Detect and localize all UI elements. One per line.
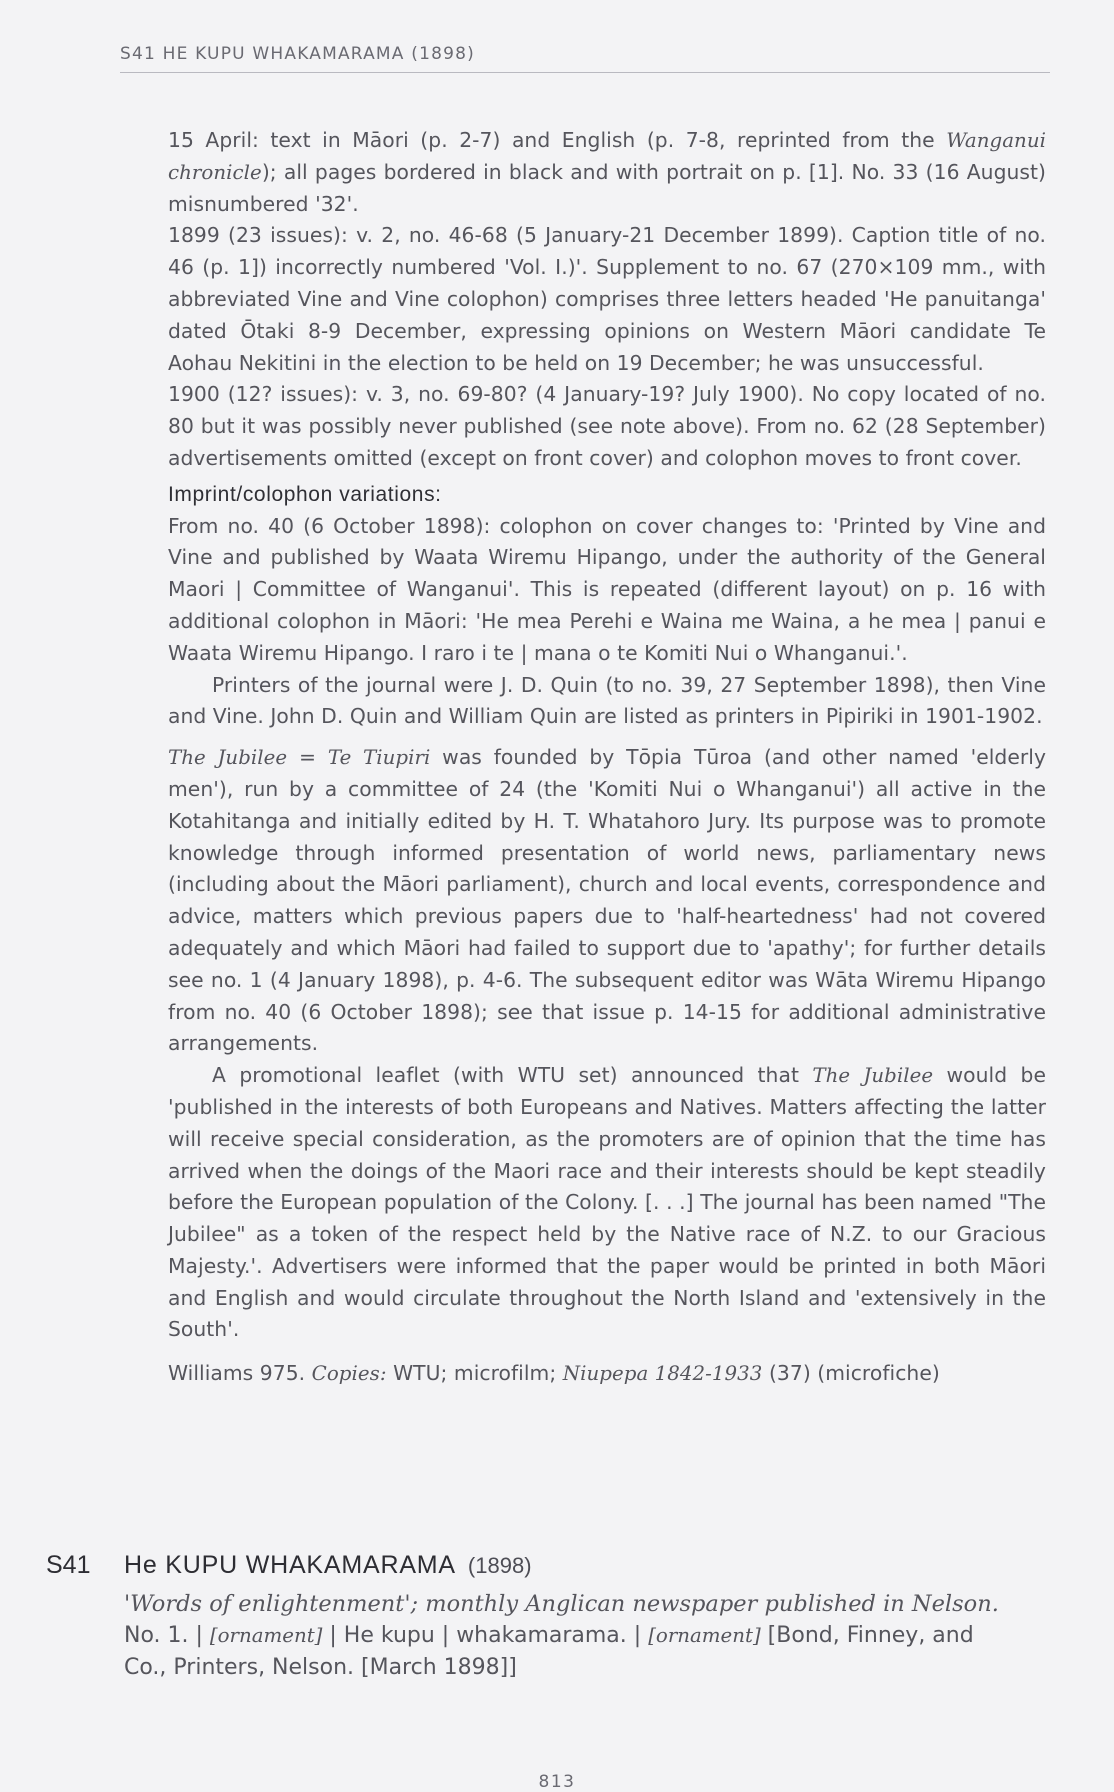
note-paragraph-printers: Printers of the journal were J. D. Quin (to no. 39, 27 September 1898), then Vine and Vine. John D. Quin and William Quin are listed as printers in Pipiriki in 1901-1902. bbox=[168, 672, 1046, 729]
entry-notes-body bbox=[168, 125, 1046, 1390]
entry-year: (1898) bbox=[467, 1553, 532, 1578]
text-run: [Bond, Finney, and Co., Printers, Nelson. [March 1898]] bbox=[124, 1623, 974, 1680]
text-run: ); all pages bordered in black and with portrait on p. [1]. No. 33 (16 August) misnumbered '32'. bbox=[168, 159, 1046, 216]
ornament-note: [ornament] bbox=[209, 1624, 323, 1647]
ornament-note: [ornament] bbox=[648, 1624, 761, 1647]
italic-title: The Jubilee bbox=[168, 746, 288, 770]
italic-title: Wanganui chronicle bbox=[168, 129, 1046, 184]
text-run: (37) (microfiche) bbox=[762, 1361, 940, 1386]
text-run: A promotional leaflet (with WTU set) announced that bbox=[212, 1063, 813, 1088]
text-run: would be 'published in the interests of both Europeans and Natives. Matters affecting the latter will receive special consideration, as the promoters are of opinion that the time has arrived when the doings of the Maori race and their interests should be kept steadily before the European population of the Colony. [. . .] The journal has been named "The Jubilee" as a token of the respect held by the Native race of N.Z. to our Gracious Majesty.'. Advertisers were informed that the paper would be printed in both Māori and English and would circulate throughout the North Island and 'extensively in the South'. bbox=[168, 1063, 1046, 1342]
text-run: | He kupu | whakamarama. | bbox=[322, 1623, 649, 1648]
italic-title: Te Tiupiri bbox=[327, 746, 431, 770]
note-paragraph-1900-issues: 1900 (12? issues): v. 3, no. 69-80? (4 January-19? July 1900). No copy located of no. 80 but it was possibly never published (see note above). From no. 62 (28 September) advertisements omitted (except on front cover) and colophon moves to front cover. bbox=[168, 382, 1046, 470]
entry-subtitle: 'Words of enlightenment'; monthly Anglican newspaper published in Nelson. bbox=[124, 1591, 999, 1617]
entry-title: He KUPU WHAKAMARAMA bbox=[124, 1551, 456, 1579]
imprint-heading: Imprint/colophon variations: bbox=[168, 482, 442, 506]
note-paragraph-1898-issues bbox=[168, 125, 1046, 220]
note-paragraph-colophon: From no. 40 (6 October 1898): colophon on cover changes to: 'Printed by Vine and Vine and published by Waata Wiremu Hipango, under the authority of the General Maori | Committee of Wanganui'. This is repeated (different layout) on p. 16 with additional colophon in Māori: 'He mea Perehi e Waina me Waina, a he mea | panui e Waata Wiremu Hipango. I raro i te | mana o te Komiti Nui o Whanganui.'. bbox=[168, 513, 1046, 665]
text-run: No. 1. | bbox=[124, 1623, 210, 1648]
entry-title-transcription bbox=[124, 1620, 1004, 1684]
text-run: WTU; microfilm; bbox=[386, 1361, 563, 1386]
note-paragraph-history bbox=[168, 742, 1046, 1060]
copies-label: Copies: bbox=[311, 1362, 387, 1386]
catalogue-entry bbox=[46, 1551, 1046, 1684]
entry-heading bbox=[46, 1551, 1046, 1580]
italic-title: The Jubilee bbox=[812, 1064, 934, 1088]
entry-description bbox=[124, 1588, 1004, 1684]
note-paragraph-1899-issues: 1899 (23 issues): v. 2, no. 46-68 (5 January-21 December 1899). Caption title of no. 46 (p. 1]) incorrectly numbered 'Vol. I.)'. Supplement to no. 67 (270×109 mm., with abbreviated Vine and Vine colophon) comprises three letters headed 'He panuitanga' dated Ōtaki 8-9 December, expressing opinions on Western Māori candidate Te Aohau Nekitini in the election to be held on 19 December; he was unsuccessful. bbox=[168, 223, 1046, 375]
running-head: S41 HE KUPU WHAKAMARAMA (1898) bbox=[120, 44, 1050, 73]
text-run: 15 April: text in Māori (p. 2-7) and English (p. 7-8, reprinted from the bbox=[168, 128, 947, 152]
text-run: was founded by Tōpia Tūroa (and other named 'elderly men'), run by a committee of 24 (the 'Komiti Nui o Whanganui') all active in the Kotahitanga and initially edited by H. T. Whatahoro Jury. Its purpose was to promote knowledge through informed presentation of world news, parliamentary news (including about the Māori parliament), church and local events, correspondence and advice, matters which previous papers due to 'half-heartedness' had not covered adequately and which Māori had failed to support due to 'apathy'; for further details see no. 1 (4 January 1898), p. 4-6. The subsequent editor was Wāta Wiremu Hipango from no. 40 (6 October 1898); see that issue p. 14-15 for additional administrative arrangements. bbox=[168, 745, 1046, 1056]
text-run: = bbox=[287, 745, 328, 770]
italic-title: Niupepa 1842-1933 bbox=[562, 1362, 763, 1386]
text-run: Williams 975. bbox=[168, 1361, 312, 1386]
entry-number: S41 bbox=[46, 1551, 91, 1579]
note-paragraph-leaflet bbox=[168, 1060, 1046, 1346]
page-number: 813 bbox=[538, 1772, 576, 1792]
copies-line bbox=[168, 1358, 1046, 1390]
